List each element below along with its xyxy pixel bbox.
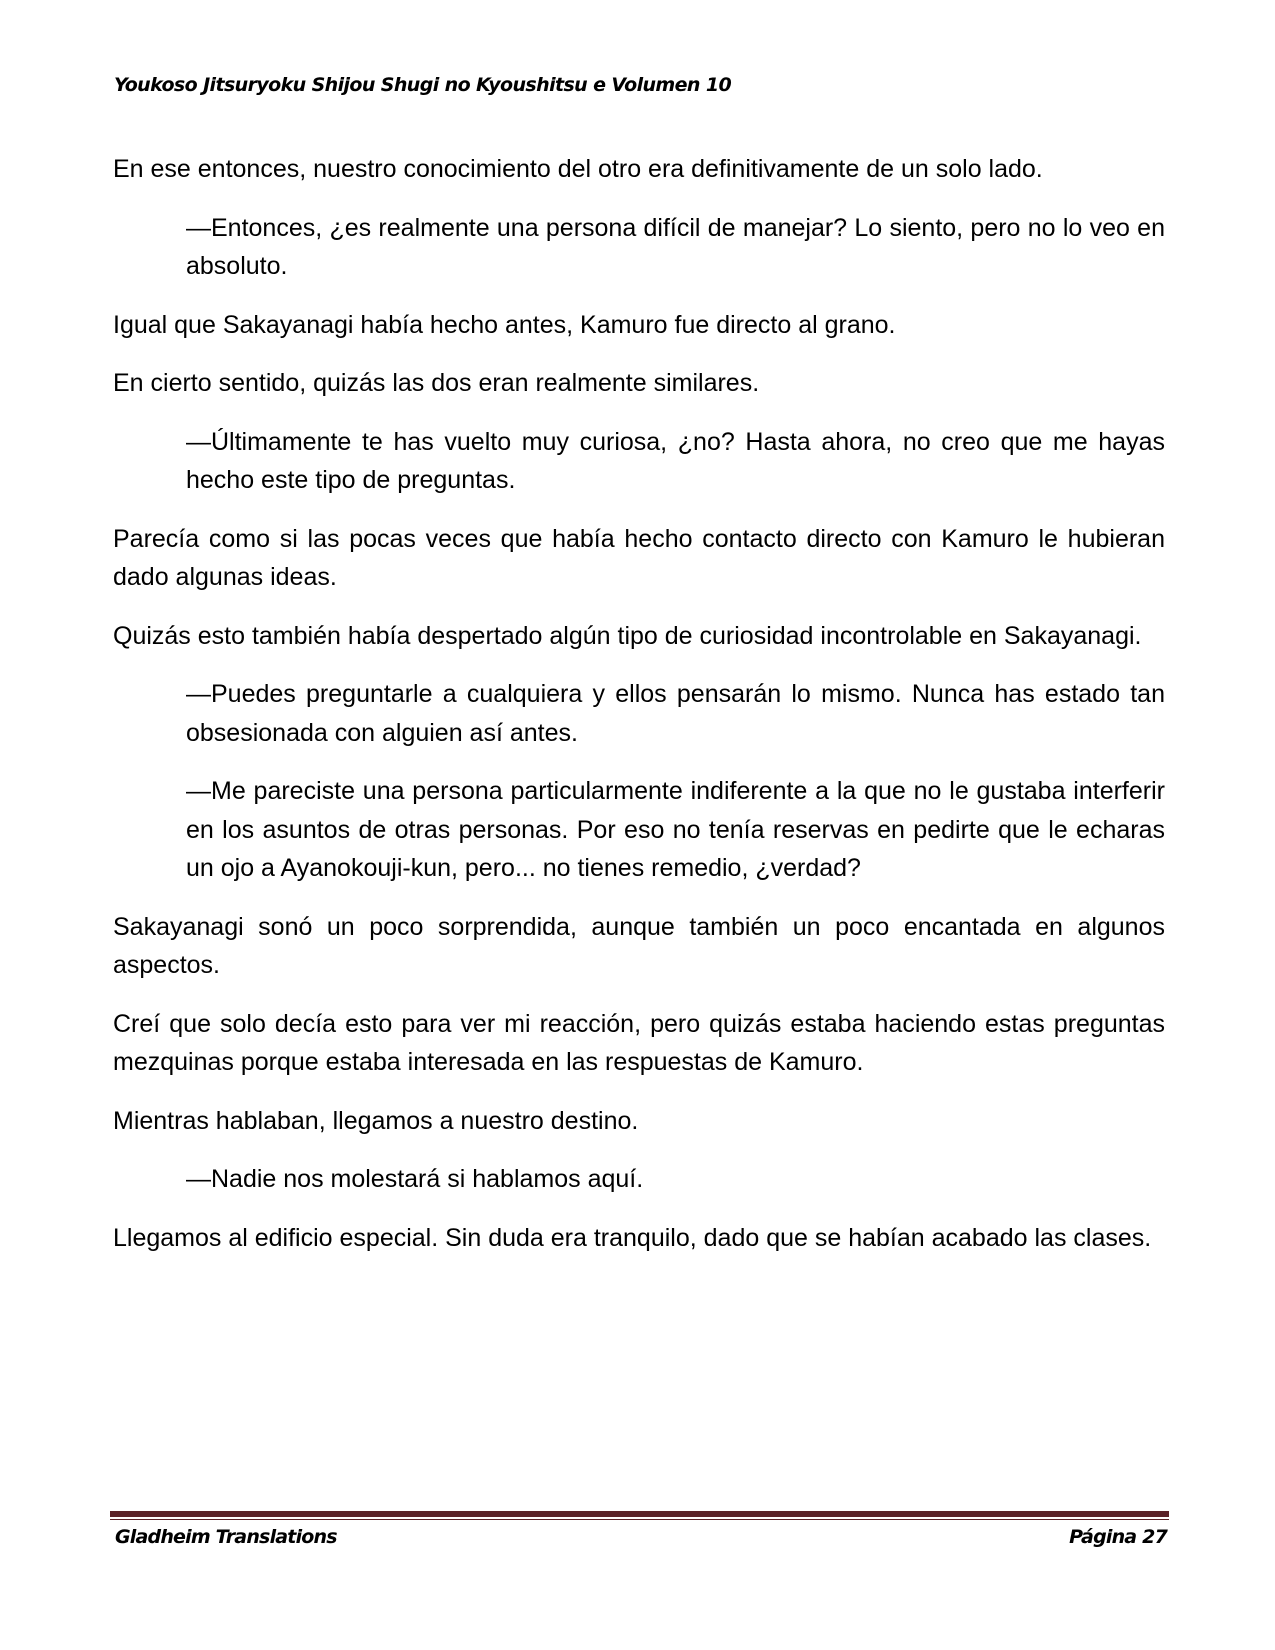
paragraph: Llegamos al edificio especial. Sin duda era tranquilo, dado que se habían acabado las clases. bbox=[113, 1223, 1152, 1252]
running-header-title: Youkoso Jitsuryoku Shijou Shugi no Kyoushitsu e Volumen 10 bbox=[114, 74, 732, 96]
dialogue-paragraph: —Entonces, ¿es realmente una persona difícil de manejar? Lo siento, pero no lo veo en absoluto. bbox=[186, 213, 1165, 280]
footer-publisher: Gladheim Translations bbox=[115, 1526, 337, 1548]
dialogue-paragraph: —Nadie nos molestará si hablamos aquí. bbox=[186, 1165, 644, 1193]
paragraph: Quizás esto también había despertado algún tipo de curiosidad incontrolable en Sakayanagi. bbox=[113, 621, 1142, 650]
dialogue-paragraph: —Me pareciste una persona particularmente indiferente a la que no le gustaba interferir en los asuntos de otras personas. Por eso no tenía reservas en pedirte que le echaras un ojo a Ayanokouji-kun, pero... no tienes remedio, ¿verdad? bbox=[186, 777, 1165, 882]
footer-divider bbox=[110, 1511, 1169, 1520]
paragraph: Igual que Sakayanagi había hecho antes, Kamuro fue directo al grano. bbox=[113, 310, 896, 339]
paragraph: Creí que solo decía esto para ver mi reacción, pero quizás estaba haciendo estas preguntas mezquinas porque estaba interesada en las respuestas de Kamuro. bbox=[113, 1009, 1165, 1076]
dialogue-paragraph: —Últimamente te has vuelto muy curiosa, ¿no? Hasta ahora, no creo que me hayas hecho este tipo de preguntas. bbox=[186, 427, 1165, 494]
paragraph: Parecía como si las pocas veces que había hecho contacto directo con Kamuro le hubieran dado algunas ideas. bbox=[113, 524, 1165, 591]
body-text bbox=[113, 150, 1165, 1277]
paragraph: Mientras hablaban, llegamos a nuestro destino. bbox=[113, 1106, 639, 1135]
paragraph: Sakayanagi sonó un poco sorprendida, aunque también un poco encantada en algunos aspectos. bbox=[113, 912, 1165, 979]
footer-divider-thin bbox=[110, 1519, 1169, 1520]
paragraph: En ese entonces, nuestro conocimiento del otro era definitivamente de un solo lado. bbox=[113, 155, 1043, 183]
footer-page-number: Página 27 bbox=[1069, 1526, 1167, 1548]
paragraph: En cierto sentido, quizás las dos eran realmente similares. bbox=[113, 369, 760, 397]
dialogue-paragraph: —Puedes preguntarle a cualquiera y ellos pensarán lo mismo. Nunca has estado tan obsesionada con alguien así antes. bbox=[186, 680, 1165, 747]
